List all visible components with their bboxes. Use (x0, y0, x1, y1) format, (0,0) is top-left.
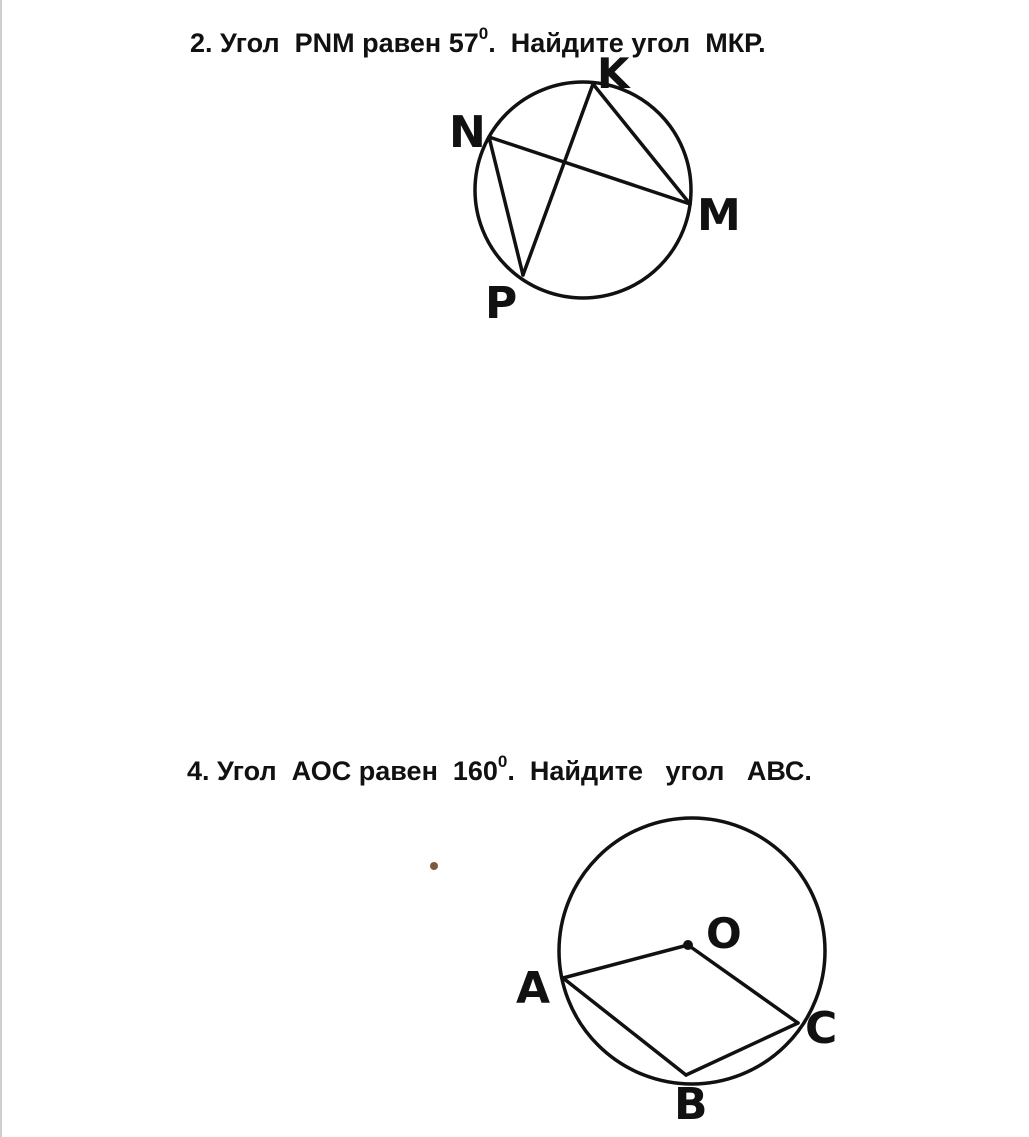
point-label-b: B (674, 1079, 708, 1130)
point-label-c: C (805, 1003, 838, 1054)
paper-speck (430, 862, 438, 870)
point-label-k: K (597, 49, 630, 98)
chord-kp (523, 84, 593, 275)
problem-4-title-question: . Найдите угол АВС. (507, 756, 812, 786)
center-point-o (683, 940, 693, 950)
point-label-o: O (706, 909, 742, 958)
problem-2-title-text: 2. Угол PNM равен 57 (190, 28, 479, 58)
point-label-n: N (449, 107, 486, 158)
chord-nm (489, 137, 690, 204)
problem-4-degree-sup: 0 (497, 752, 508, 771)
problem-2-degree-sup: 0 (478, 24, 489, 43)
point-label-a: A (516, 963, 551, 1014)
page-left-edge (0, 0, 2, 1137)
chord-np (489, 137, 523, 275)
problem-4-title-text: 4. Угол АОС равен 160 (187, 756, 498, 786)
problem-4-title (187, 752, 812, 787)
chord-km (593, 84, 690, 204)
point-label-p: P (485, 278, 518, 329)
chord-bc (686, 1023, 798, 1075)
chord-ab (563, 978, 686, 1075)
segment-oc (688, 945, 798, 1023)
point-label-m: M (697, 190, 741, 241)
problem-2-title-question: . Найдите угол МКР. (488, 28, 766, 58)
problem-4-circle (559, 818, 825, 1084)
problem-2-circle (475, 82, 691, 298)
problem-2-title (190, 24, 766, 59)
segment-ao (563, 945, 688, 978)
